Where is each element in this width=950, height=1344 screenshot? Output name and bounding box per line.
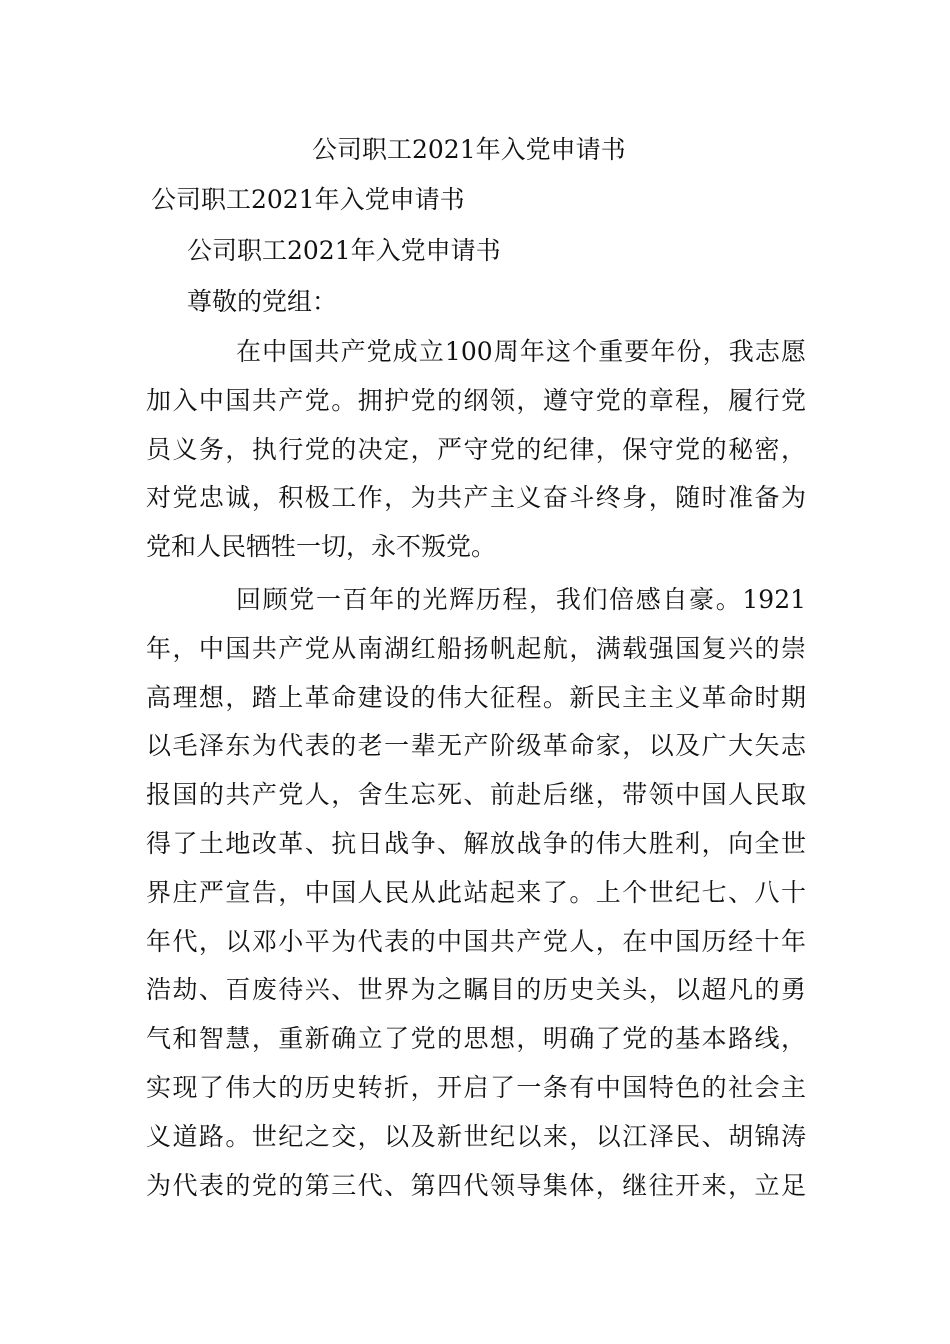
- paragraph-line: 党和人民牺牲一切，永不叛党。: [146, 532, 497, 562]
- paragraph-line: 加入中国共产党。拥护党的纲领，遵守党的章程，履行党: [146, 385, 806, 415]
- paragraph-line: 高理想，踏上革命建设的伟大征程。新民主主义革命时期: [146, 682, 806, 712]
- paragraph-line: 实现了伟大的历史转折，开启了一条有中国特色的社会主: [146, 1072, 806, 1102]
- document-subtitle-repeat: 公司职工2021年入党申请书: [187, 236, 501, 265]
- paragraph-line: 义道路。世纪之交，以及新世纪以来，以江泽民、胡锦涛: [146, 1121, 806, 1151]
- salutation: 尊敬的党组：: [187, 287, 338, 316]
- paragraph-line: 员义务，执行党的决定，严守党的纪律，保守党的秘密，: [146, 434, 806, 464]
- paragraph-line: 为代表的党的第三代、第四代领导集体，继往开来，立足: [146, 1170, 806, 1200]
- paragraph-1: [146, 328, 806, 572]
- paragraph-2: [146, 576, 806, 1210]
- paragraph-line: 报国的共产党人，舍生忘死、前赴后继，带领中国人民取: [146, 780, 806, 810]
- paragraph-line: 年，中国共产党从南湖红船扬帆起航，满载强国复兴的崇: [146, 633, 806, 663]
- paragraph-line: 回顾党一百年的光辉历程，我们倍感自豪。1921: [236, 585, 806, 614]
- document-title: 公司职工2021年入党申请书: [312, 135, 626, 164]
- paragraph-line: 在中国共产党成立100周年这个重要年份，我志愿: [236, 337, 806, 366]
- paragraph-line: 以毛泽东为代表的老一辈无产阶级革命家，以及广大矢志: [146, 731, 806, 761]
- paragraph-line: 浩劫、百废待兴、世界为之瞩目的历史关头，以超凡的勇: [146, 975, 806, 1005]
- paragraph-line: 对党忠诚，积极工作，为共产主义奋斗终身，随时准备为: [146, 483, 806, 513]
- paragraph-line: 界庄严宣告，中国人民从此站起来了。上个世纪七、八十: [146, 877, 806, 907]
- paragraph-line: 气和智慧，重新确立了党的思想，明确了党的基本路线，: [146, 1024, 806, 1054]
- document-subtitle: 公司职工2021年入党申请书: [151, 185, 465, 214]
- paragraph-line: 年代，以邓小平为代表的中国共产党人，在中国历经十年: [146, 926, 806, 956]
- paragraph-line: 得了土地改革、抗日战争、解放战争的伟大胜利，向全世: [146, 828, 806, 858]
